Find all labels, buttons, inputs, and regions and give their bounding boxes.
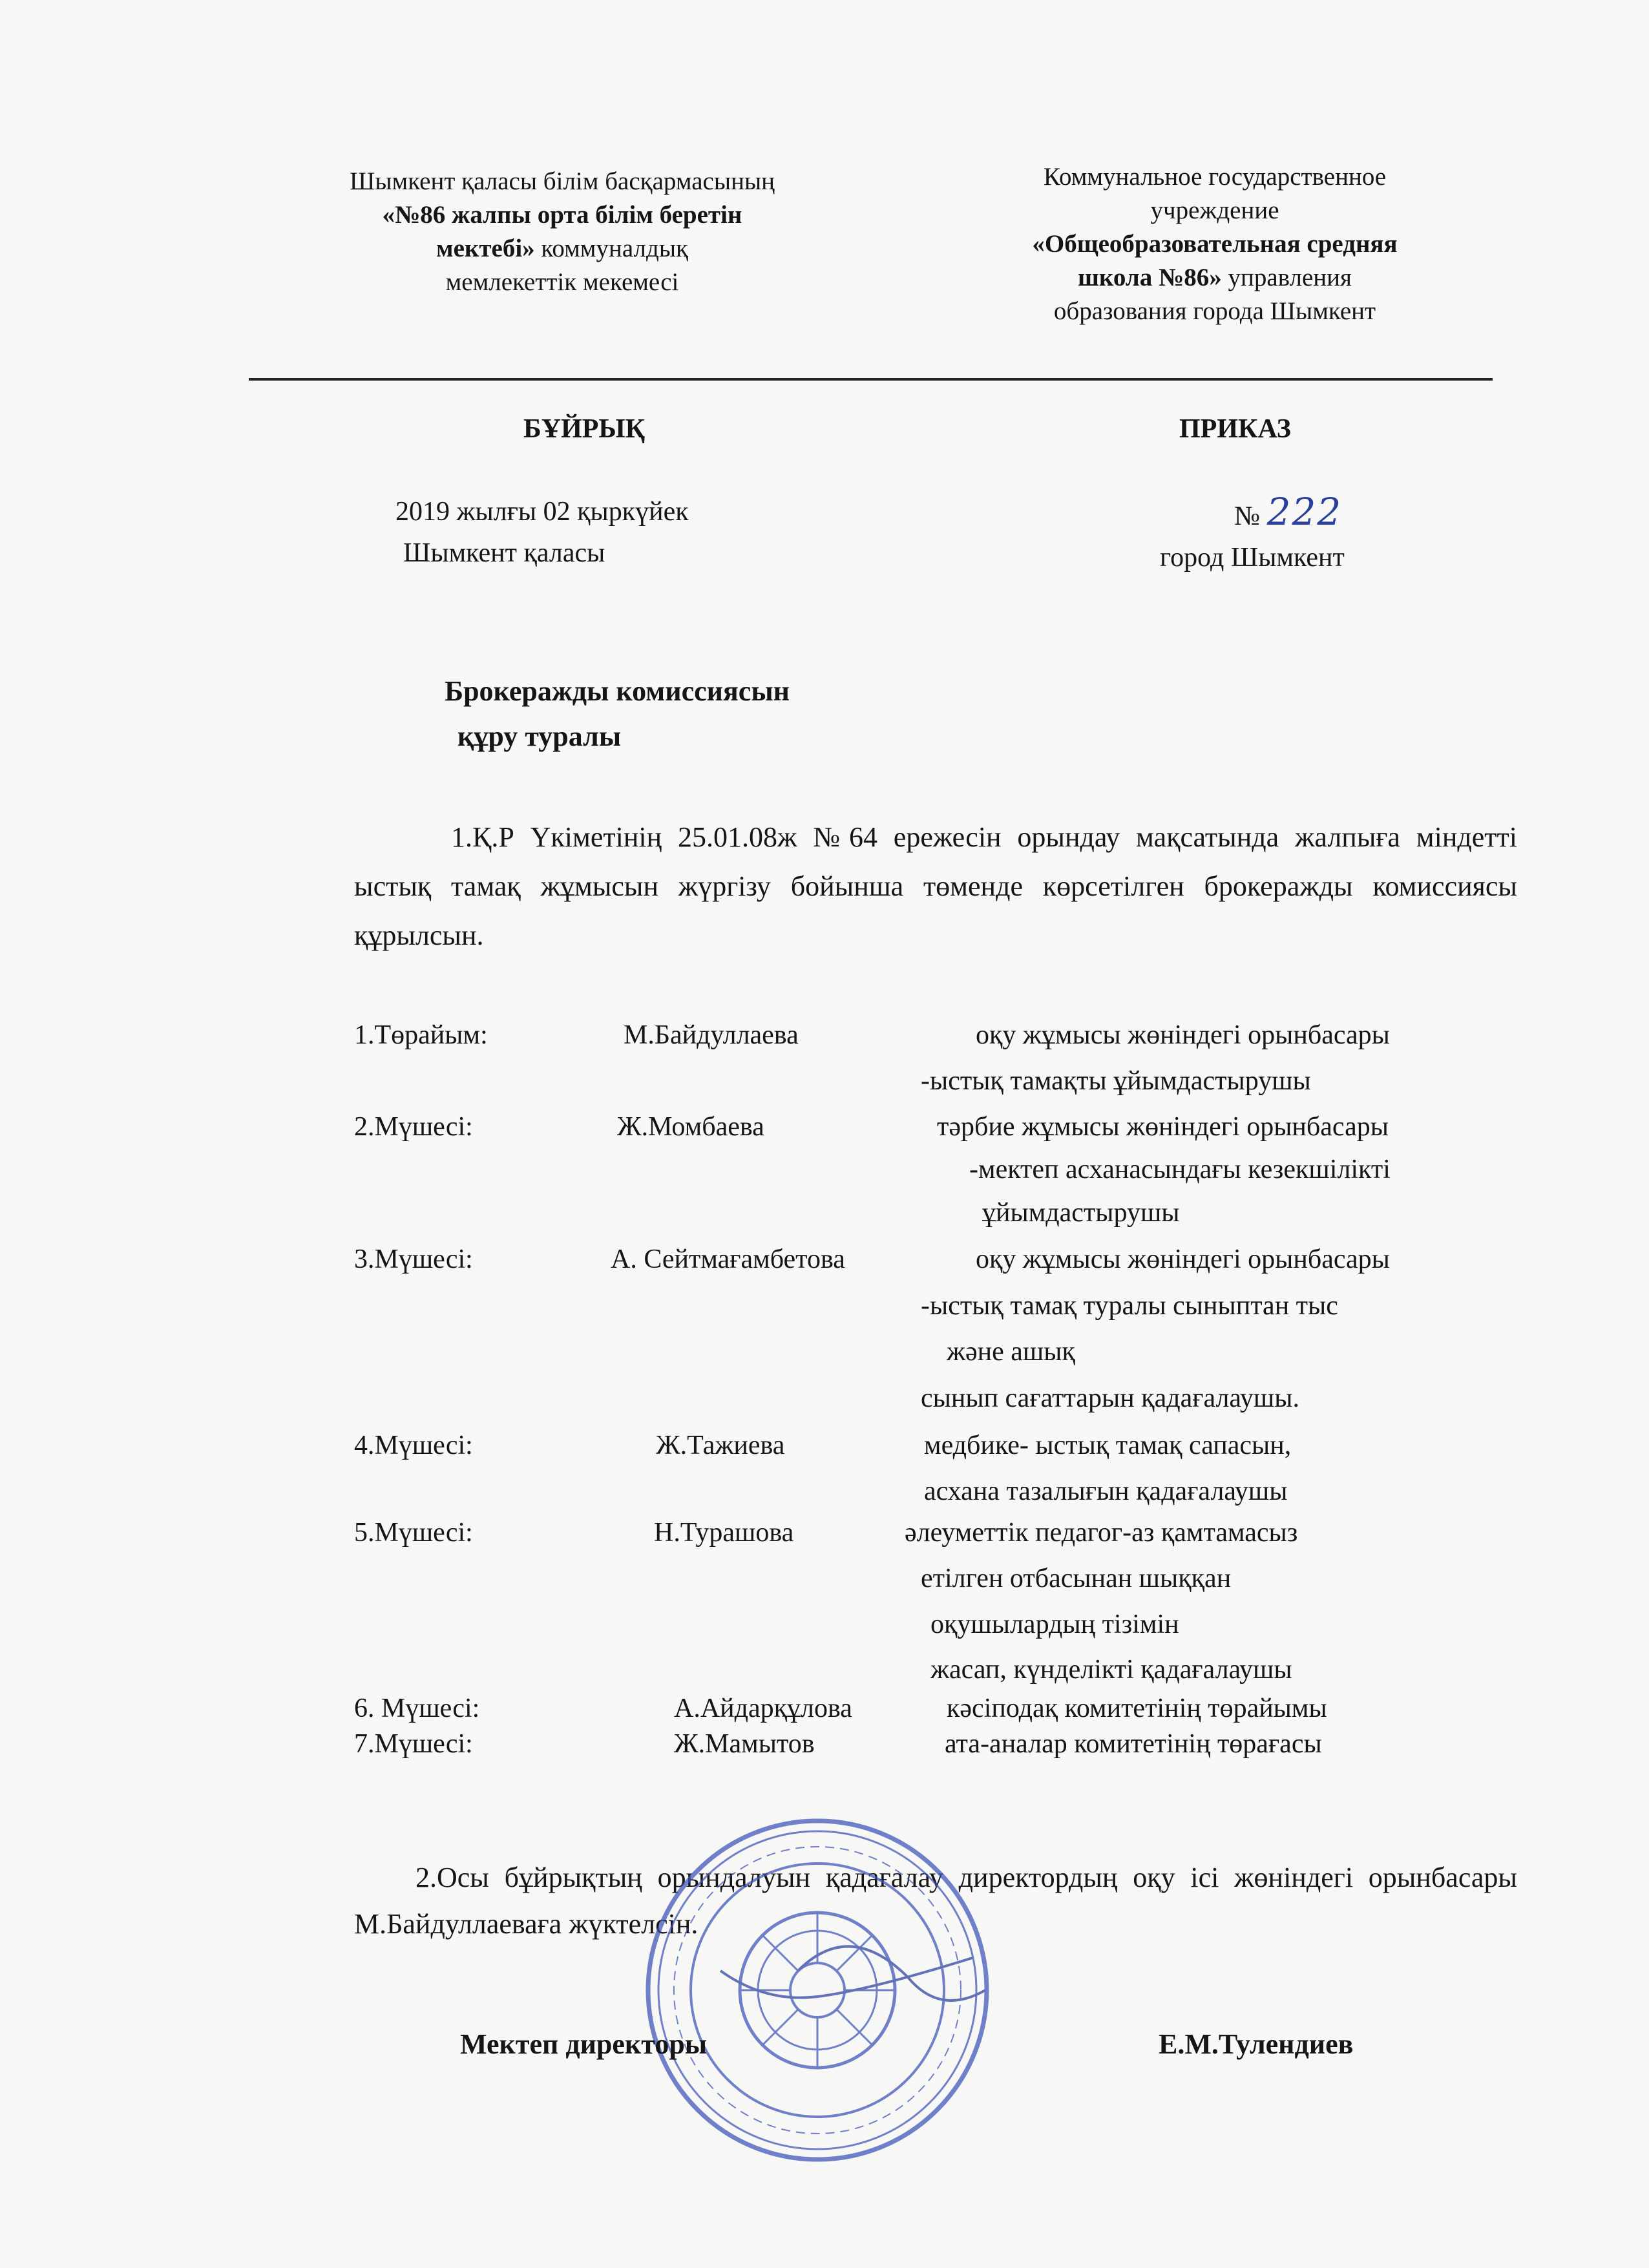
- member-6-label: 6. Мүшесі:: [354, 1694, 480, 1723]
- order-title-rus: ПРИКАЗ: [1179, 414, 1291, 444]
- member-1-label: 1.Төрайым:: [354, 1020, 488, 1050]
- member-1-role-1: оқу жұмысы жөніндегі орынбасары: [976, 1020, 1390, 1050]
- order-number-label: №: [1234, 501, 1261, 531]
- member-4-name: Ж.Тажиева: [656, 1431, 785, 1460]
- member-3-label: 3.Мүшесі:: [354, 1244, 473, 1274]
- order-number-block: [1160, 491, 1345, 578]
- order-title-kaz: БҰЙРЫҚ: [523, 414, 646, 444]
- member-2-role-3: ұйымдастырушы: [982, 1198, 1180, 1228]
- member-3-role-1: оқу жұмысы жөніндегі орынбасары: [976, 1244, 1390, 1274]
- order-date-block: [395, 491, 689, 574]
- header-rus-line3: «Общеобразовательная средняя: [1032, 230, 1398, 258]
- member-5-label: 5.Мүшесі:: [354, 1518, 473, 1548]
- paragraph-1: 1.Қ.Р Үкіметінің 25.01.08ж №64 ережесін орындау мақсатында жалпыға міндетті ыстық тамақ жұмысын жүргізу бойынша төменде көрсетілген брокеражды комиссиясы құрылсын.: [354, 821, 1517, 951]
- member-7-label: 7.Мүшесі:: [354, 1729, 473, 1759]
- member-1-name: М.Байдуллаева: [624, 1020, 799, 1050]
- header-rus-line4-bold: школа №86»: [1078, 264, 1222, 291]
- header-rus-line4-rest: управления: [1221, 264, 1352, 291]
- member-2-name: Ж.Момбаева: [617, 1112, 764, 1142]
- member-2-role-2: -мектеп асханасындағы кезекшілікті: [969, 1155, 1391, 1184]
- header-kaz-line2: «№86 жалпы орта білім беретін: [382, 201, 742, 229]
- order-city-kaz: Шымкент қаласы: [403, 538, 605, 568]
- official-stamp: [636, 1809, 998, 2171]
- header-kaz-line3-bold: мектебі»: [436, 235, 535, 262]
- member-5-name: Н.Турашова: [654, 1518, 794, 1548]
- member-3-name: А. Сейтмағамбетова: [611, 1244, 845, 1274]
- member-7-role-1: ата-аналар комитетінің төрағасы: [945, 1729, 1322, 1759]
- header-divider: [249, 378, 1493, 381]
- order-date: 2019 жылғы 02 қыркүйек: [395, 497, 689, 527]
- member-5-role-1: әлеуметтік педагог-аз қамтамасыз: [905, 1518, 1298, 1548]
- member-6-role-1: кәсіподақ комитетінің төрайымы: [947, 1694, 1327, 1723]
- paragraph-2: 2.Осы бұйрықтың орындалуын қадағалау директордың оқу ісі жөніндегі орынбасары М.Байдуллаеваға жүктелсін.: [354, 1862, 1517, 1940]
- member-4-label: 4.Мүшесі:: [354, 1431, 473, 1460]
- member-3-role-2: -ыстық тамақ туралы сыныптан тыс: [921, 1291, 1338, 1321]
- member-6-name: А.Айдарқұлова: [674, 1694, 852, 1723]
- header-rus: [892, 160, 1538, 328]
- member-2-role-1: тәрбие жұмысы жөніндегі орынбасары: [937, 1112, 1389, 1142]
- subject-line1: Брокеражды комиссиясын: [445, 675, 790, 707]
- order-subject: [445, 669, 790, 759]
- member-2-label: 2.Мүшесі:: [354, 1112, 473, 1142]
- subject-line2: құру туралы: [457, 720, 622, 752]
- header-kaz-line4: мемлекеттік мекемесі: [445, 268, 679, 296]
- header-rus-line1: Коммунальное государственное: [1043, 163, 1387, 191]
- member-4-role-1: медбике- ыстық тамақ сапасын,: [924, 1431, 1292, 1460]
- header-kaz-line1: Шымкент қаласы білім басқармасының: [349, 167, 775, 195]
- order-number-handwritten: 222: [1266, 490, 1343, 534]
- member-5-role-4: жасап, күнделікті қадағалаушы: [930, 1655, 1292, 1685]
- header-rus-line2: учреждение: [1150, 196, 1279, 224]
- member-5-role-2: етілген отбасынан шыққан: [921, 1564, 1232, 1593]
- member-4-role-2: асхана тазалығын қадағалаушы: [924, 1476, 1288, 1506]
- signature-name: Е.М.Тулендиев: [1159, 2028, 1354, 2060]
- order-city-rus: город Шымкент: [1160, 543, 1345, 572]
- member-5-role-3: оқушылардың тізімін: [930, 1610, 1179, 1639]
- header-kaz-line3-rest: коммуналдық: [534, 235, 688, 262]
- header-rus-line5: образования города Шымкент: [1053, 297, 1376, 325]
- signature-position: Мектеп директоры: [460, 2028, 708, 2060]
- member-3-role-3: және ашық: [947, 1337, 1075, 1367]
- member-7-name: Ж.Мамытов: [674, 1729, 815, 1759]
- member-3-role-4: сынып сағаттарын қадағалаушы.: [921, 1383, 1299, 1413]
- member-1-role-2: -ыстық тамақты ұйымдастырушы: [921, 1066, 1311, 1096]
- header-kaz: [239, 165, 885, 299]
